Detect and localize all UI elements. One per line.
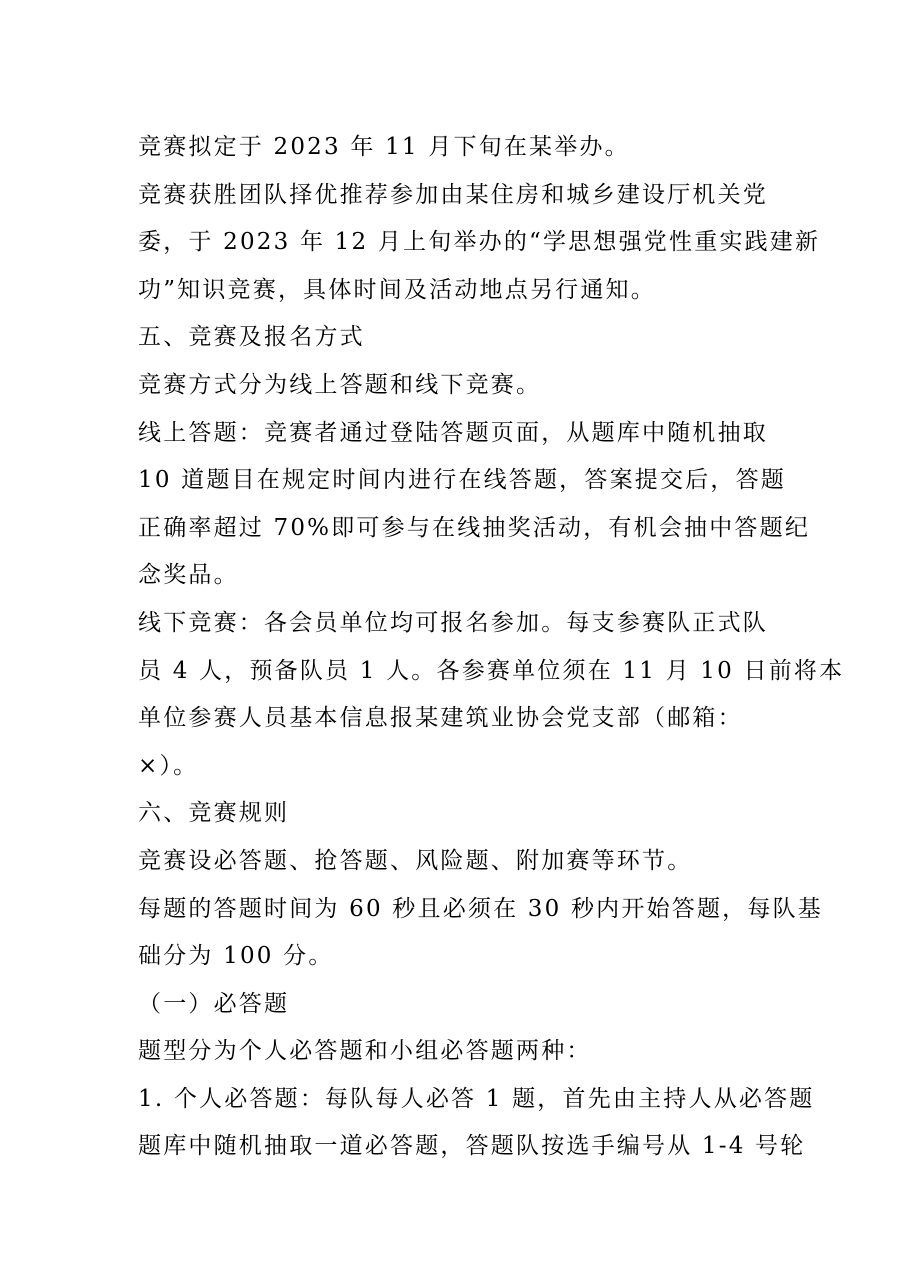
paragraph-line: 竞赛拟定于 2023 年 11 月下旬在某举办。 bbox=[138, 134, 630, 160]
paragraph-line: 10 道题目在规定时间内进行在线答题，答案提交后，答题 bbox=[138, 467, 786, 494]
section-heading: 五、竞赛及报名方式 bbox=[138, 324, 365, 351]
paragraph-line: 竞赛方式分为线上答题和线下竞赛。 bbox=[138, 371, 542, 398]
paragraph-line: 题库中随机抽取一道必答题，答题队按选手编号从 1-4 号轮 bbox=[138, 1133, 806, 1160]
paragraph-line: 础分为 100 分。 bbox=[138, 943, 334, 970]
paragraph-line: ×）。 bbox=[138, 752, 199, 779]
paragraph-line: 念奖品。 bbox=[138, 562, 239, 589]
paragraph-line: 功”知识竞赛，具体时间及活动地点另行通知。 bbox=[138, 276, 656, 303]
paragraph-line: 正确率超过 70%即可参与在线抽奖活动，有机会抽中答题纪 bbox=[138, 514, 811, 541]
paragraph-line: 竞赛获胜团队择优推荐参加由某住房和城乡建设厅机关党 bbox=[138, 181, 768, 208]
paragraph-line: 1. 个人必答题：每队每人必答 1 题，首先由主持人从必答题 bbox=[138, 1085, 815, 1112]
document-body bbox=[138, 124, 845, 1171]
section-heading: 六、竞赛规则 bbox=[138, 800, 290, 827]
paragraph-line: 每题的答题时间为 60 秒且必须在 30 秒内开始答题，每队基 bbox=[138, 895, 823, 922]
paragraph-line: 委，于 2023 年 12 月上旬举办的“学思想强党性重实践建新 bbox=[138, 229, 821, 256]
paragraph-line: 竞赛设必答题、抢答题、风险题、附加赛等环节。 bbox=[138, 847, 693, 874]
paragraph-line: 员 4 人，预备队员 1 人。各参赛单位须在 11 月 10 日前将本 bbox=[138, 657, 845, 684]
subsection-heading: （一）必答题 bbox=[138, 990, 290, 1017]
paragraph-line: 线上答题：竞赛者通过登陆答题页面，从题库中随机抽取 bbox=[138, 419, 768, 446]
paragraph-line: 线下竞赛：各会员单位均可报名参加。每支参赛队正式队 bbox=[138, 609, 768, 636]
paragraph-line: 题型分为个人必答题和小组必答题两种： bbox=[138, 1038, 592, 1065]
paragraph-line: 单位参赛人员基本信息报某建筑业协会党支部（邮箱： bbox=[138, 705, 743, 732]
